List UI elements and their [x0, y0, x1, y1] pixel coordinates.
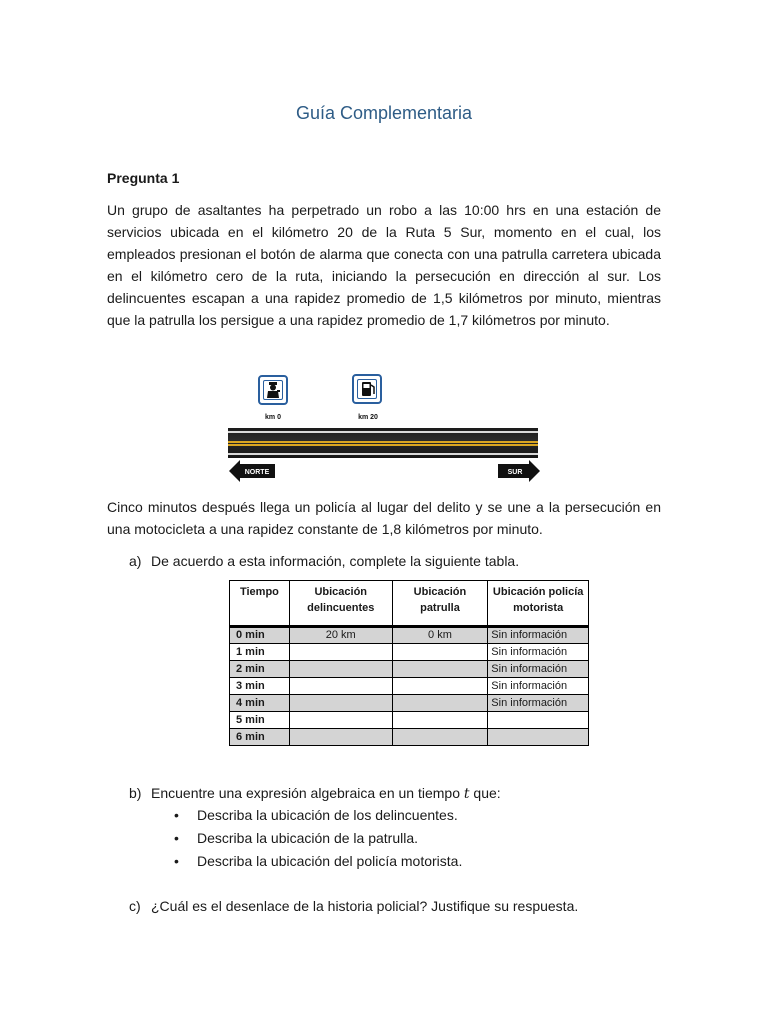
- police-officer-icon: [260, 377, 286, 403]
- table-cell: 0 km: [392, 627, 488, 644]
- table-header: Ubicación patrulla: [392, 581, 488, 627]
- table-cell: 0 min: [230, 627, 290, 644]
- table-cell[interactable]: [392, 712, 488, 729]
- table-cell[interactable]: [392, 644, 488, 661]
- km20-label: km 20: [358, 414, 378, 421]
- table-cell: Sin información: [488, 695, 589, 712]
- table-cell[interactable]: [289, 695, 392, 712]
- table-cell: 5 min: [230, 712, 290, 729]
- south-label: SUR: [507, 469, 523, 476]
- part-a-text: De acuerdo a esta información, complete la siguiente tabla.: [151, 553, 520, 569]
- table-row: [230, 712, 589, 729]
- table-cell: 3 min: [230, 678, 290, 695]
- table-row: [230, 644, 589, 661]
- table-cell: 4 min: [230, 695, 290, 712]
- table-cell[interactable]: [289, 678, 392, 695]
- bullet-text: Describa la ubicación de los delincuentes.: [197, 807, 458, 823]
- part-a-marker: a): [129, 553, 142, 569]
- table-cell: Sin información: [488, 627, 589, 644]
- road: [228, 428, 538, 458]
- table-cell: Sin información: [488, 644, 589, 661]
- table-cell: Sin información: [488, 678, 589, 695]
- bullet-text: Describa la ubicación de la patrulla.: [197, 830, 419, 846]
- table-header: Ubicación policía motorista: [488, 581, 589, 627]
- fuel-pump-icon: [354, 376, 380, 402]
- question-intro: Un grupo de asaltantes ha perpetrado un robo a las 10:00 hrs en una estación de servicios ubicada en el kilómetro 20 de la Ruta 5 Sur, momento en el cual, los empleados presionan el botón de alarma que conecta con una patrulla carretera ubicada en el kilómetro cero de la ruta, iniciando la persecución en dirección al sur. Los delincuentes escapan a una rapidez promedio de 1,5 kilómetros por minuto, mientras que la patrulla los persigue a una rapidez promedio de 1,7 kilómetros por minuto.: [107, 202, 661, 328]
- followup-text: Cinco minutos después llega un policía al lugar del delito y se une a la persecución en una motocicleta a una rapidez constante de 1,8 kilómetros por minuto.: [107, 499, 661, 537]
- table-cell[interactable]: [392, 661, 488, 678]
- bullet-text: Describa la ubicación del policía motorista.: [197, 853, 463, 869]
- table-cell[interactable]: [392, 729, 488, 746]
- table-row: [230, 729, 589, 746]
- table-cell[interactable]: [488, 712, 589, 729]
- part-b-text-after: que:: [469, 785, 501, 801]
- part-b-text: [151, 782, 501, 805]
- table-cell: 20 km: [289, 627, 392, 644]
- table-cell[interactable]: [392, 678, 488, 695]
- north-label: NORTE: [244, 469, 270, 476]
- table-cell[interactable]: [392, 695, 488, 712]
- part-c-marker: c): [129, 898, 141, 914]
- table-cell: 2 min: [230, 661, 290, 678]
- table-cell: 6 min: [230, 729, 290, 746]
- table-cell[interactable]: [289, 661, 392, 678]
- part-b-text-before: Encuentre una expresión algebraica en un tiempo: [151, 785, 464, 801]
- table-header: Tiempo: [230, 581, 290, 627]
- north-arrow: [229, 460, 275, 482]
- part-b-marker: b): [129, 785, 142, 801]
- location-table: [229, 580, 589, 746]
- table-row: [230, 678, 589, 695]
- question-heading: Pregunta 1: [107, 170, 180, 186]
- table-header: Ubicación delincuentes: [289, 581, 392, 627]
- table-cell[interactable]: [289, 644, 392, 661]
- table-cell[interactable]: [488, 729, 589, 746]
- part-c-text: ¿Cuál es el desenlace de la historia policial? Justifique su respuesta.: [151, 898, 579, 914]
- table-cell: Sin información: [488, 661, 589, 678]
- table-cell[interactable]: [289, 712, 392, 729]
- table-cell: 1 min: [230, 644, 290, 661]
- south-arrow: [498, 460, 540, 482]
- table-row: [230, 695, 589, 712]
- table-cell[interactable]: [289, 729, 392, 746]
- fuel-sign: [352, 374, 382, 404]
- page-title: Guía Complementaria: [295, 103, 473, 123]
- police-sign: [258, 375, 288, 405]
- part-b-variable: t: [463, 786, 470, 802]
- table-row: [230, 627, 589, 644]
- table-row: [230, 661, 589, 678]
- km0-label: km 0: [265, 414, 281, 421]
